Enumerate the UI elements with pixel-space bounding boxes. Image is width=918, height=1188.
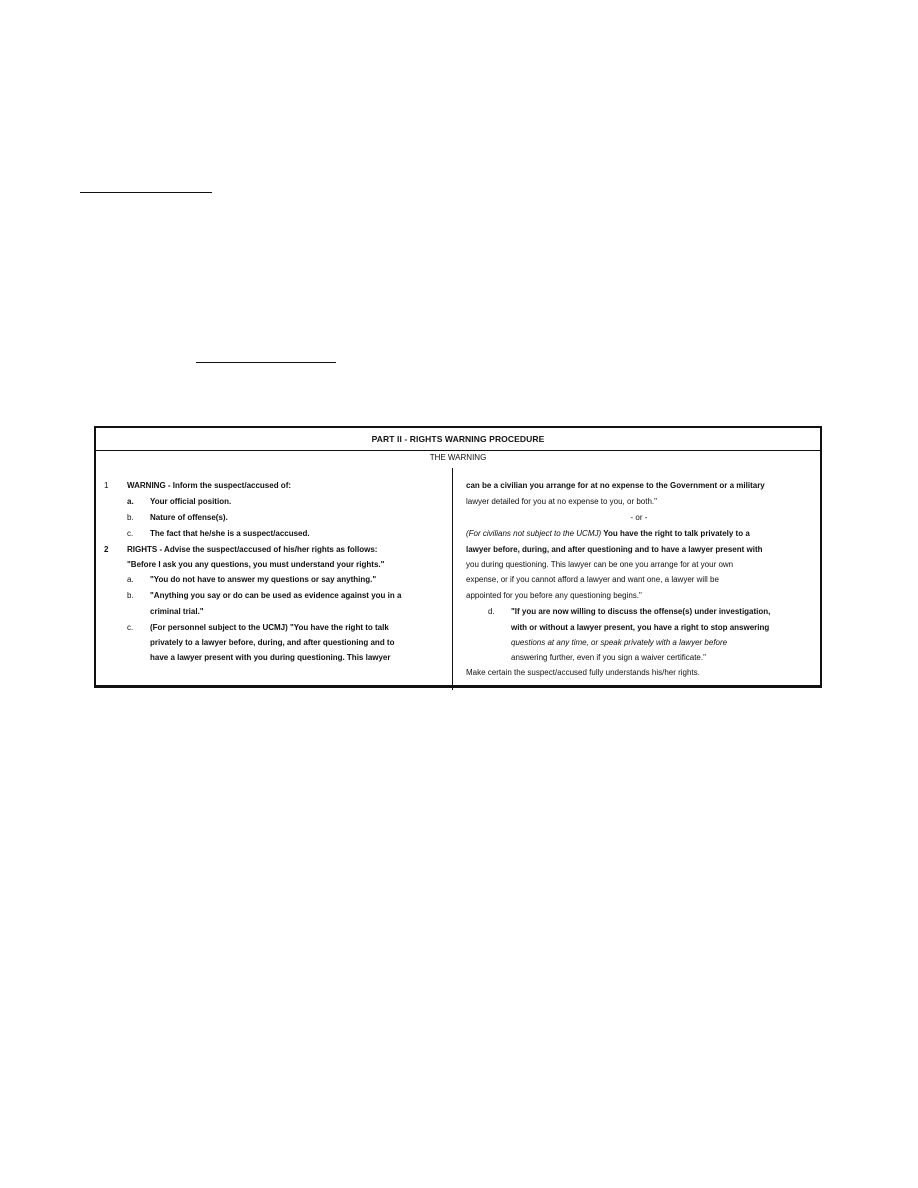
civilian-line-5: appointed for you before any questioning begins." <box>466 591 642 600</box>
item-2b-line-1: "Anything you say or do can be used as evidence against you in a <box>150 591 402 600</box>
item-2d-line-4: answering further, even if you sign a waiver certificate." <box>511 653 706 662</box>
item-2d-line-1: "If you are now willing to discuss the offense(s) under investigation, <box>511 607 771 616</box>
civilian-line-1 <box>466 529 750 539</box>
column-divider <box>452 468 453 690</box>
civilian-line-1-rest: You have the right to talk privately to a <box>601 529 750 538</box>
civilian-line-3: you during questioning. This lawyer can be one you arrange for at your own <box>466 560 734 569</box>
rights-cont-line-2: lawyer detailed for you at no expense to you, or both." <box>466 497 657 506</box>
item-1b-text: Nature of offense(s). <box>150 513 228 522</box>
item-2c-line-3: have a lawyer present with you during questioning. This lawyer <box>150 653 391 662</box>
item-1-number: 1 <box>104 481 109 490</box>
item-1a-text: Your official position. <box>150 497 232 506</box>
civilian-line-4: expense, or if you cannot afford a lawyer and want one, a lawyer will be <box>466 575 719 584</box>
item-2b-letter: b. <box>127 591 134 600</box>
form-title: PART II - RIGHTS WARNING PROCEDURE <box>96 428 820 451</box>
item-2-intro: "Before I ask you any questions, you must understand your rights." <box>127 560 385 569</box>
item-1b-letter: b. <box>127 513 134 522</box>
item-2c-letter: c. <box>127 623 134 632</box>
item-2-text: RIGHTS - Advise the suspect/accused of his/her rights as follows: <box>127 545 378 554</box>
item-2b-line-2: criminal trial." <box>150 607 204 616</box>
underline-rule <box>196 362 336 363</box>
or-separator: - or - <box>630 513 648 522</box>
item-1a-letter: a. <box>127 497 134 506</box>
rights-warning-form <box>94 426 822 688</box>
item-2d-line-2: with or without a lawyer present, you have a right to stop answering <box>511 623 770 632</box>
item-1-text: WARNING - Inform the suspect/accused of: <box>127 481 292 490</box>
final-instruction: Make certain the suspect/accused fully understands his/her rights. <box>466 668 700 677</box>
header-rule <box>80 192 212 193</box>
item-1c-letter: c. <box>127 529 134 538</box>
rights-cont-line-1: can be a civilian you arrange for at no expense to the Government or a military <box>466 481 765 490</box>
item-2d-letter: d. <box>488 607 495 616</box>
item-2c-line-2: privately to a lawyer before, during, and after questioning and to <box>150 638 395 647</box>
form-subtitle: THE WARNING <box>429 453 487 462</box>
item-2a-text: "You do not have to answer my questions or say anything." <box>150 575 377 584</box>
item-2-number: 2 <box>104 545 109 554</box>
civilian-qualifier: (For civilians not subject to the UCMJ) <box>466 529 602 538</box>
item-2c-line-1: (For personnel subject to the UCMJ) "You have the right to talk <box>150 623 389 632</box>
item-2a-letter: a. <box>127 575 134 584</box>
civilian-line-2: lawyer before, during, and after questioning and to have a lawyer present with <box>466 545 763 554</box>
item-2d-line-3: questions at any time, or speak privately with a lawyer before <box>511 638 728 647</box>
item-1c-text: The fact that he/she is a suspect/accused. <box>150 529 310 538</box>
